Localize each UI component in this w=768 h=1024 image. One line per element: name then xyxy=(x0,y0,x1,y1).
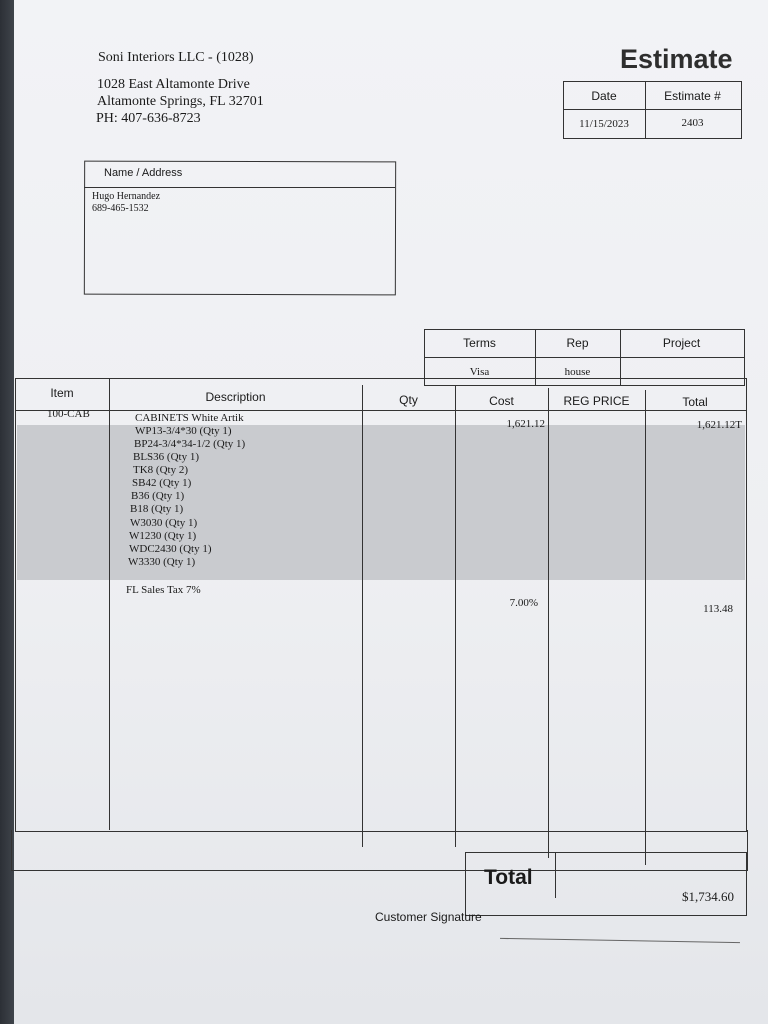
line-item-1-description-8: B18 (Qty 1) xyxy=(130,503,184,515)
company-name: Soni Interiors LLC - (1028) xyxy=(98,50,254,65)
col-header-reg-price: REG PRICE xyxy=(563,394,630,408)
rep-value: house xyxy=(564,366,591,378)
col-divider-qty xyxy=(455,385,456,847)
line-item-1-description-7: B36 (Qty 1) xyxy=(131,490,185,502)
name-address-divider xyxy=(84,187,395,188)
line-item-1-description-12: W3330 (Qty 1) xyxy=(128,556,196,568)
col-divider-cost xyxy=(548,388,549,858)
name-address-label: Name / Address xyxy=(104,167,183,179)
line-item-1-description-6: SB42 (Qty 1) xyxy=(132,477,192,489)
col-header-total: Total xyxy=(682,395,708,409)
line-item-1-description-2: WP13-3/4*30 (Qty 1) xyxy=(135,425,232,437)
name-address-box xyxy=(84,161,396,296)
line-item-1-description-5: TK8 (Qty 2) xyxy=(133,464,188,476)
customer-name: Hugo Hernandez xyxy=(92,191,161,202)
line-item-1-cost: 1,621.12 xyxy=(506,418,545,430)
line-item-2-description: FL Sales Tax 7% xyxy=(126,584,201,596)
estimate-number-value: 2403 xyxy=(681,117,704,129)
col-divider-item xyxy=(109,378,110,830)
line-item-1-description-4: BLS36 (Qty 1) xyxy=(133,451,199,463)
total-box-divider xyxy=(555,852,556,898)
date-value: 11/15/2023 xyxy=(579,118,629,130)
col-divider-reg-price xyxy=(645,390,646,865)
terms-value: Visa xyxy=(469,366,490,378)
line-item-1-description-9: W3030 (Qty 1) xyxy=(130,517,198,529)
document-title: Estimate xyxy=(620,44,733,74)
terms-divider xyxy=(424,357,744,358)
customer-phone: 689-465-1532 xyxy=(92,203,149,214)
total-value: $1,734.60 xyxy=(682,889,734,904)
company-address-line1: 1028 East Altamonte Drive xyxy=(97,77,250,92)
items-header-divider xyxy=(15,410,746,411)
project-label: Project xyxy=(662,336,701,350)
line-item-1-code: 100-CAB xyxy=(47,408,90,420)
estimate-number-label: Estimate # xyxy=(664,89,721,103)
col-header-item: Item xyxy=(50,386,74,400)
rep-label: Rep xyxy=(566,336,589,350)
line-item-1-description-10: W1230 (Qty 1) xyxy=(129,530,197,542)
col-divider-description xyxy=(362,385,363,847)
company-address-line2: Altamonte Springs, FL 32701 xyxy=(97,94,264,109)
terms-label: Terms xyxy=(463,336,496,350)
company-phone: PH: 407-636-8723 xyxy=(96,111,201,126)
line-item-2-cost: 7.00% xyxy=(509,597,538,609)
col-header-description: Description xyxy=(205,390,266,404)
total-label: Total xyxy=(484,866,533,889)
line-item-1-description-3: BP24-3/4*34-1/2 (Qty 1) xyxy=(134,438,246,450)
col-header-qty: Qty xyxy=(399,393,418,407)
meta-divider xyxy=(563,109,741,110)
line-item-1-description-1: CABINETS White Artik xyxy=(135,412,244,424)
line-item-1-total: 1,621.12T xyxy=(696,419,742,431)
line-item-2-total: 113.48 xyxy=(703,603,733,615)
line-item-1-description-11: WDC2430 (Qty 1) xyxy=(129,543,212,555)
items-table xyxy=(15,378,747,832)
col-header-cost: Cost xyxy=(489,394,514,408)
date-label: Date xyxy=(591,89,617,103)
customer-signature-label: Customer Signature xyxy=(375,910,482,924)
